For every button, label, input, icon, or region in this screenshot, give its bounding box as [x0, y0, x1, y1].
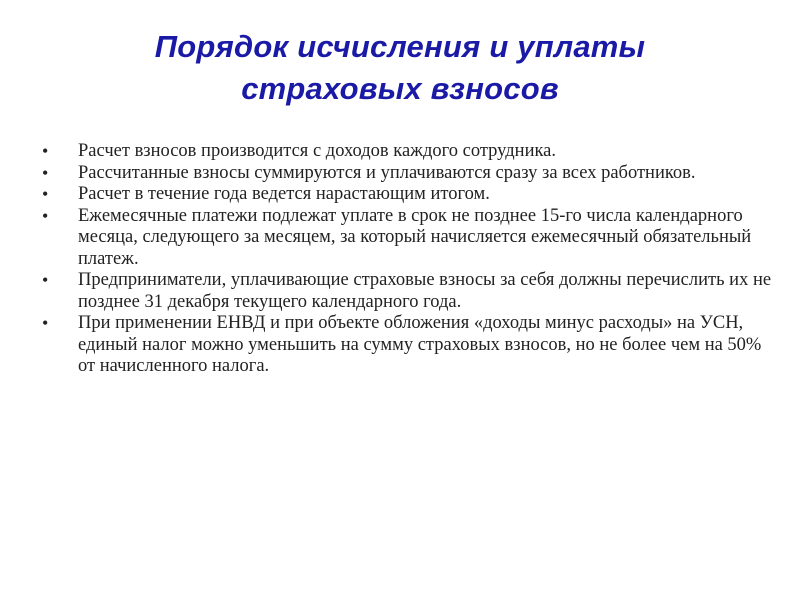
- bullet-text: При применении ЕНВД и при объекте обложения «доходы минус расходы» на УСН, единый налог можно уменьшить на сумму страховых взносов, но не более чем на 50% от начисленного налога.: [78, 313, 762, 376]
- bullet-icon: •: [42, 205, 49, 226]
- bullet-item: [40, 141, 780, 163]
- slide-title: [40, 26, 760, 110]
- bullet-text: Расчет взносов производится с доходов каждого сотрудника.: [78, 141, 557, 161]
- bullet-text: Расчет в течение года ведется нарастающим итогом.: [78, 184, 490, 204]
- bullet-text: Предприниматели, уплачивающие страховые взносы за себя должны перечислить их не позднее 31 декабря текущего календарного года.: [78, 270, 772, 312]
- slide-title-line-2: страховых взносов: [241, 71, 559, 106]
- bullet-item: [40, 313, 780, 378]
- bullet-text: Рассчитанные взносы суммируются и уплачиваются сразу за всех работников.: [78, 162, 696, 183]
- bullet-text: Ежемесячные платежи подлежат уплате в срок не позднее 15-го числа календарного месяца, следующего за месяцем, за который начисляется ежемесячный обязательный платеж.: [78, 205, 752, 269]
- bullet-icon: •: [42, 184, 49, 204]
- bullet-item: [40, 270, 780, 313]
- bullet-item: [40, 163, 780, 185]
- bullet-icon: •: [42, 162, 49, 183]
- bullet-item: [40, 184, 780, 206]
- bullet-icon: •: [42, 141, 49, 161]
- bullet-list: [40, 141, 780, 378]
- slide-title-line-1: Порядок исчисления и уплаты: [154, 29, 646, 64]
- bullet-icon: •: [42, 313, 49, 333]
- bullet-icon: •: [42, 270, 49, 290]
- bullet-item: [40, 206, 780, 271]
